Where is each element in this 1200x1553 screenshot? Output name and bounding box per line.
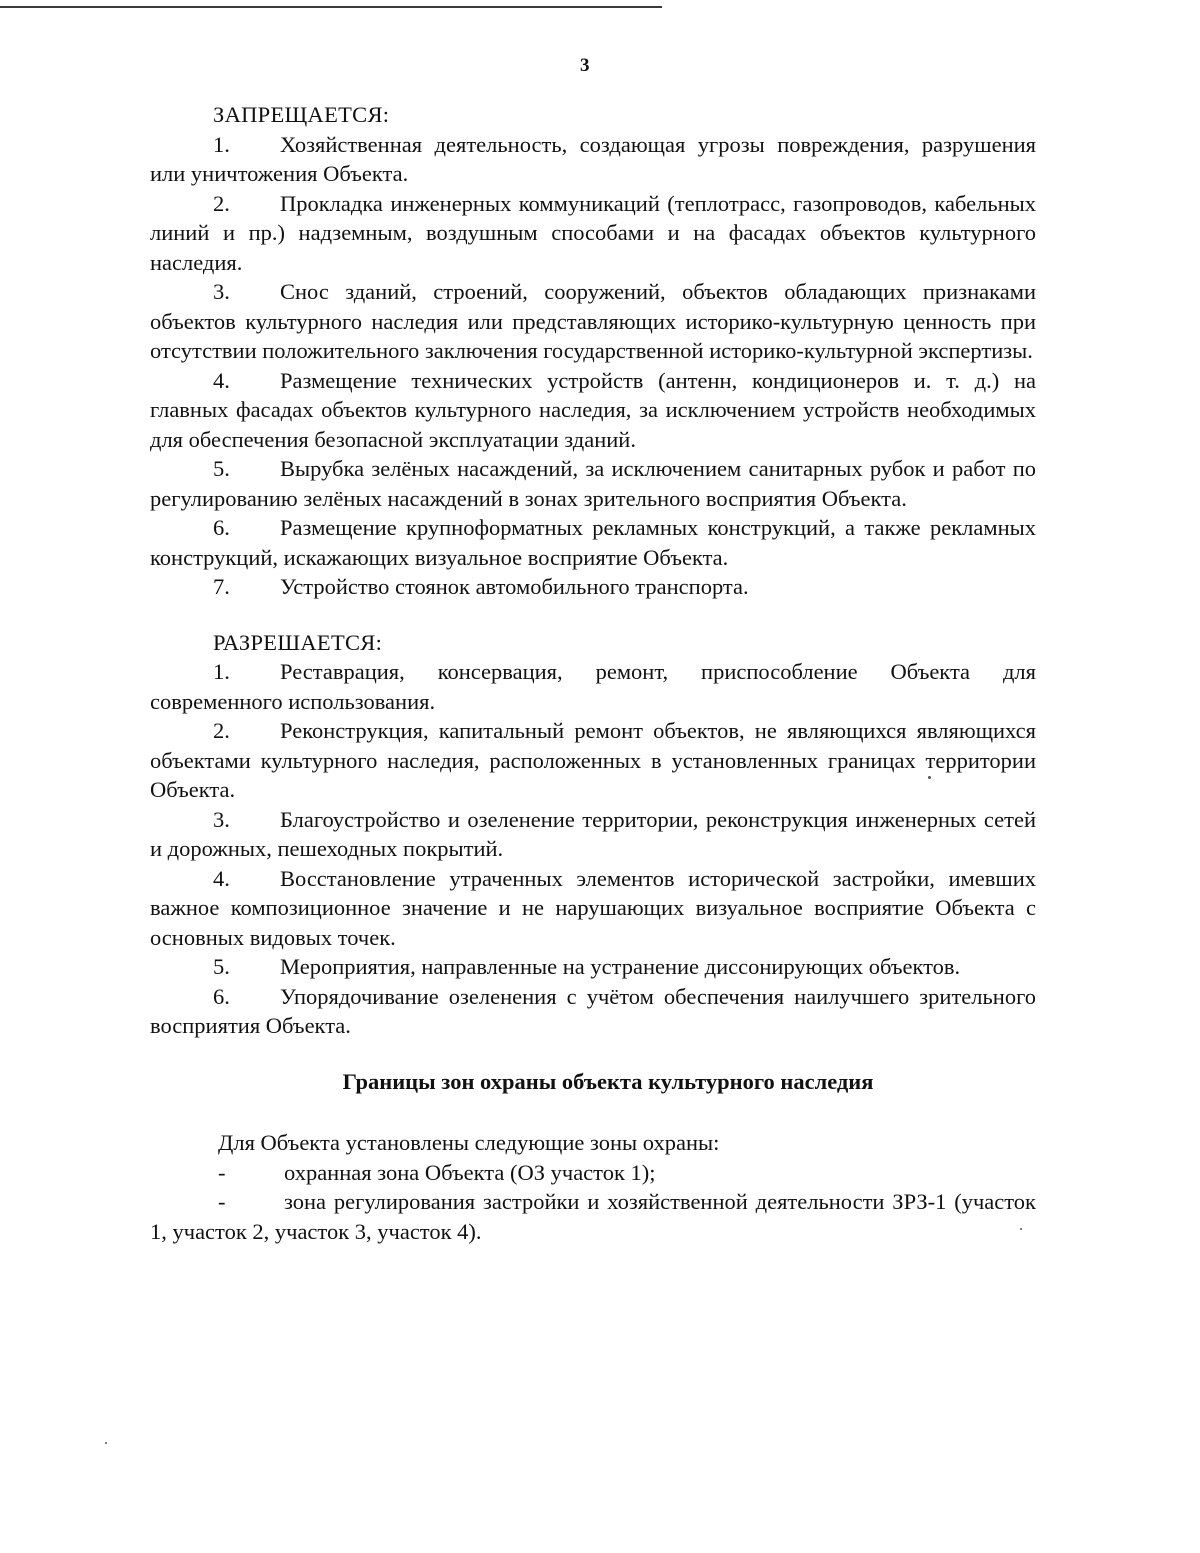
zone-text: охранная зона Объекта (ОЗ участок 1);: [284, 1159, 656, 1185]
permitted-section: [150, 628, 1036, 1041]
item-text: Вырубка зелёных насаждений, за исключением санитарных рубок и работ по регулированию зелёных насаждений в зонах зрительного восприятия Объекта.: [150, 456, 1036, 511]
spacer: [150, 1096, 1036, 1128]
zone-list-item-1: [150, 1158, 1036, 1188]
item-text: Мероприятия, направленные на устранение диссонирующих объектов.: [280, 954, 961, 979]
item-text: Реконструкция, капитальный ремонт объектов, не являющихся являющихся объектами культурного наследия, расположенных в установленных границах территории Объекта.: [150, 718, 1036, 802]
item-number: 1.: [213, 131, 230, 157]
prohibited-item-2: [150, 189, 1036, 278]
permitted-item-1: [150, 657, 1036, 716]
permitted-item-2: [150, 716, 1036, 805]
list-dash: -: [218, 1189, 226, 1214]
item-number: 1.: [213, 659, 230, 684]
prohibited-item-7: [150, 572, 1036, 602]
zone-list-item-2: [150, 1187, 1036, 1246]
prohibited-item-1: [150, 130, 1036, 189]
item-number: 7.: [213, 574, 230, 599]
permitted-item-3: [150, 805, 1036, 864]
item-text: Размещение технических устройств (антенн, кондиционеров и. т. д.) на главных фасадах объектов культурного наследия, за исключением устройств необходимых для обеспечения безопасной эксплуатации зданий.: [150, 367, 1036, 452]
item-number: 4.: [213, 865, 230, 891]
zones-section: [150, 1128, 1036, 1246]
zones-section-title: Границы зон охраны объекта культурного наследия: [342, 1068, 874, 1094]
item-text: Реставрация, консервация, ремонт, приспособление Объекта для современного использования.: [150, 659, 1036, 714]
item-number: 4.: [213, 367, 230, 393]
spacer: [150, 602, 1036, 628]
permitted-heading: РАЗРЕШАЕТСЯ:: [213, 629, 383, 655]
prohibited-item-6: [150, 513, 1036, 572]
item-number: 6.: [213, 983, 230, 1009]
item-text: Хозяйственная деятельность, создающая угрозы повреждения, разрушения или уничтожения Объекта.: [150, 131, 1036, 186]
permitted-item-5: [150, 952, 1036, 982]
spacer: [150, 1041, 1036, 1067]
prohibited-heading: ЗАПРЕЩАЕТСЯ:: [213, 102, 390, 127]
document-body: [150, 100, 1036, 1246]
item-number: 5.: [213, 954, 230, 979]
item-number: 2.: [213, 190, 230, 216]
item-number: 2.: [213, 718, 230, 743]
item-text: Благоустройство и озеленение территории, реконструкция инженерных сетей и дорожных, пешеходных покрытий.: [150, 806, 1036, 861]
permitted-item-4: [150, 864, 1036, 953]
prohibited-item-3: [150, 277, 1036, 366]
item-number: 3.: [213, 279, 230, 304]
scan-speck: [1020, 1228, 1022, 1230]
top-scan-line: [0, 6, 662, 8]
list-dash: -: [218, 1159, 226, 1185]
scan-speck: [928, 776, 931, 779]
item-number: 6.: [213, 515, 230, 540]
scan-speck: [105, 1442, 107, 1444]
item-number: 3.: [213, 806, 230, 832]
zone-text: зона регулирования застройки и хозяйственной деятельности ЗРЗ-1 (участок 1, участок 2, участок 3, участок 4).: [150, 1189, 1036, 1244]
item-number: 5.: [213, 456, 230, 481]
item-text: Восстановление утраченных элементов исторической застройки, имевших важное композиционное значение и не нарушающих визуальное восприятие Объекта с основных видовых точек.: [150, 865, 1036, 950]
item-text: Снос зданий, строений, сооружений, объектов обладающих признаками объектов культурного наследия или представляющих историко-культурную ценность при отсутствии положительного заключения государственной историко-культурной экспертизы.: [150, 279, 1036, 363]
prohibited-item-5: [150, 454, 1036, 513]
permitted-item-6: [150, 982, 1036, 1041]
item-text: Прокладка инженерных коммуникаций (теплотрасс, газопроводов, кабельных линий и пр.) надземным, воздушным способами и на фасадах объектов культурного наследия.: [150, 190, 1036, 275]
prohibited-item-4: [150, 366, 1036, 455]
item-text: Упорядочивание озеленения с учётом обеспечения наилучшего зрительного восприятия Объекта.: [150, 983, 1036, 1038]
zones-intro: Для Объекта установлены следующие зоны охраны:: [218, 1130, 720, 1155]
page-number: 3: [580, 55, 590, 76]
prohibited-section: [150, 100, 1036, 602]
item-text: Устройство стоянок автомобильного транспорта.: [280, 574, 749, 599]
item-text: Размещение крупноформатных рекламных конструкций, а также рекламных конструкций, искажающих визуальное восприятие Объекта.: [150, 515, 1036, 570]
